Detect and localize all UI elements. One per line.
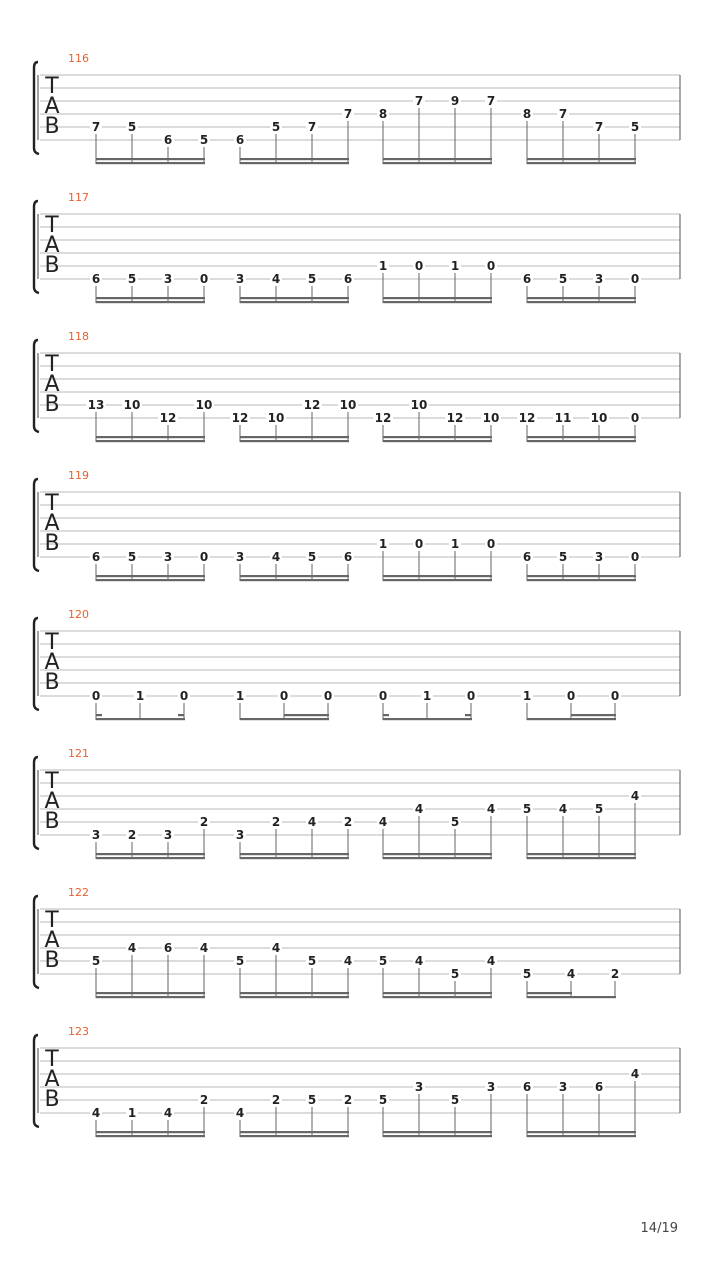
beam [96,440,205,442]
fret-number: 4 [343,954,353,968]
fret-number: 12 [159,411,177,425]
fret-number: 3 [235,550,245,564]
fret-number: 6 [163,941,173,955]
fret-number: 1 [378,259,388,273]
fret-number: 5 [450,1093,460,1107]
beam [527,297,636,299]
beam [527,1131,636,1133]
fret-number: 11 [554,411,572,425]
beam [527,718,616,720]
beam-stub [383,714,389,716]
beam [96,301,205,303]
fret-number: 10 [482,411,500,425]
fret-number: 10 [267,411,285,425]
fret-number: 0 [91,689,101,703]
tab-clef-letter: B [44,531,60,556]
fret-number: 0 [414,537,424,551]
measure-number: 120 [68,608,89,621]
beam [96,162,205,164]
fret-number: 7 [307,120,317,134]
fret-number: 7 [558,107,568,121]
beam [383,162,492,164]
fret-number: 4 [91,1106,101,1120]
tab-clef-letter: A [44,928,60,953]
fret-number: 3 [235,828,245,842]
beam [240,162,349,164]
fret-number: 1 [522,689,532,703]
beam [383,1131,492,1133]
beam [527,436,636,438]
fret-number: 1 [450,537,460,551]
fret-number: 0 [566,689,576,703]
fret-number: 5 [127,272,137,286]
fret-number: 2 [199,1093,209,1107]
beam [96,718,185,720]
fret-number: 0 [610,689,620,703]
fret-number: 4 [378,815,388,829]
tab-clef-letter: A [44,372,60,397]
fret-number: 1 [135,689,145,703]
beam [96,297,205,299]
fret-number: 0 [630,272,640,286]
fret-number: 4 [566,967,576,981]
fret-number: 0 [630,550,640,564]
fret-number: 0 [466,689,476,703]
beam [240,857,349,859]
measure-number: 119 [68,469,89,482]
fret-number: 2 [271,815,281,829]
fret-number: 5 [378,1093,388,1107]
beam [240,575,349,577]
fret-number: 7 [91,120,101,134]
beam [527,158,636,160]
fret-number: 3 [594,550,604,564]
fret-number: 6 [91,272,101,286]
fret-number: 7 [414,94,424,108]
beam [527,857,636,859]
fret-number: 4 [199,941,209,955]
fret-number: 0 [323,689,333,703]
fret-number: 4 [271,941,281,955]
tab-clef-letter: B [44,253,60,278]
fret-number: 3 [163,272,173,286]
tab-clef-letter: T [45,213,59,238]
beam [240,301,349,303]
tab-clef-letter: B [44,809,60,834]
beam [383,297,492,299]
beam [96,853,205,855]
fret-number: 5 [450,967,460,981]
fret-number: 3 [414,1080,424,1094]
fret-number: 5 [235,954,245,968]
beam [240,440,349,442]
fret-number: 6 [522,272,532,286]
fret-number: 3 [558,1080,568,1094]
fret-number: 5 [307,1093,317,1107]
tab-clef-letter: A [44,94,60,119]
beam [96,857,205,859]
beam [527,575,636,577]
beam [527,301,636,303]
fret-number: 0 [199,272,209,286]
beam-stub [96,714,102,716]
tab-clef-letter: T [45,491,59,516]
tab-clef-letter: A [44,511,60,536]
fret-number: 10 [590,411,608,425]
beam [240,297,349,299]
tab-clef-letter: B [44,948,60,973]
fret-number: 6 [522,1080,532,1094]
fret-number: 4 [163,1106,173,1120]
beam [240,579,349,581]
beam [284,714,329,716]
beam [240,718,329,720]
fret-number: 5 [450,815,460,829]
beam [571,714,616,716]
beam [383,996,492,998]
fret-number: 5 [630,120,640,134]
fret-number: 4 [558,802,568,816]
beam [383,575,492,577]
fret-number: 10 [410,398,428,412]
beam [96,158,205,160]
beam [240,853,349,855]
fret-number: 1 [450,259,460,273]
fret-number: 5 [127,120,137,134]
fret-number: 4 [630,789,640,803]
tab-clef-letter: T [45,769,59,794]
tab-clef-letter: B [44,670,60,695]
fret-number: 12 [303,398,321,412]
fret-number: 6 [235,133,245,147]
fret-number: 4 [486,802,496,816]
tab-clef-letter: A [44,650,60,675]
fret-number: 0 [486,537,496,551]
beam [383,440,492,442]
fret-number: 1 [422,689,432,703]
fret-number: 0 [199,550,209,564]
measure-number: 122 [68,886,89,899]
fret-number: 0 [486,259,496,273]
tab-clef-letter: B [44,114,60,139]
beam [383,992,492,994]
tab-clef-letter: T [45,908,59,933]
beam [527,992,572,994]
fret-number: 6 [343,550,353,564]
beam [383,718,472,720]
beam [96,1135,205,1137]
fret-number: 7 [343,107,353,121]
beam [240,436,349,438]
beam [240,996,349,998]
fret-number: 2 [271,1093,281,1107]
measure-number: 121 [68,747,89,760]
measure-number: 117 [68,191,89,204]
fret-number: 4 [271,550,281,564]
fret-number: 4 [307,815,317,829]
beam [240,158,349,160]
fret-number: 4 [486,954,496,968]
fret-number: 5 [558,272,568,286]
beam [383,579,492,581]
page-number: 14/19 [640,1221,678,1236]
fret-number: 1 [378,537,388,551]
beam [527,162,636,164]
beam [96,579,205,581]
fret-number: 0 [414,259,424,273]
beam [527,579,636,581]
beam [240,1135,349,1137]
fret-number: 2 [343,1093,353,1107]
fret-number: 8 [378,107,388,121]
fret-number: 5 [91,954,101,968]
fret-number: 6 [343,272,353,286]
beam [527,1135,636,1137]
fret-number: 3 [163,828,173,842]
fret-number: 12 [446,411,464,425]
fret-number: 1 [235,689,245,703]
fret-number: 3 [486,1080,496,1094]
fret-number: 4 [414,954,424,968]
beam [96,436,205,438]
fret-number: 0 [630,411,640,425]
fret-number: 5 [307,272,317,286]
fret-number: 5 [378,954,388,968]
tab-clef-letter: T [45,1047,59,1072]
fret-number: 13 [87,398,105,412]
fret-number: 4 [235,1106,245,1120]
tab-clef-letter: A [44,233,60,258]
beam [383,436,492,438]
fret-number: 5 [199,133,209,147]
beam [383,853,492,855]
fret-number: 0 [279,689,289,703]
tab-clef-letter: T [45,74,59,99]
fret-number: 4 [630,1067,640,1081]
beam [96,992,205,994]
fret-number: 0 [378,689,388,703]
beam [96,1131,205,1133]
fret-number: 5 [271,120,281,134]
fret-number: 0 [179,689,189,703]
fret-number: 5 [522,967,532,981]
beam [240,1131,349,1133]
beam [527,853,636,855]
fret-number: 5 [558,550,568,564]
beam [383,857,492,859]
fret-number: 5 [307,550,317,564]
tab-clef-letter: T [45,352,59,377]
fret-number: 6 [594,1080,604,1094]
fret-number: 12 [374,411,392,425]
fret-number: 2 [199,815,209,829]
fret-number: 6 [91,550,101,564]
fret-number: 10 [123,398,141,412]
fret-number: 10 [195,398,213,412]
beam [383,1135,492,1137]
fret-number: 5 [522,802,532,816]
fret-number: 7 [486,94,496,108]
fret-number: 4 [127,941,137,955]
tab-clef-letter: B [44,1087,60,1112]
fret-number: 3 [235,272,245,286]
beam [527,440,636,442]
fret-number: 6 [163,133,173,147]
fret-number: 4 [271,272,281,286]
beam [383,301,492,303]
fret-number: 2 [127,828,137,842]
fret-number: 6 [522,550,532,564]
beam [527,996,616,998]
measure-number: 118 [68,330,89,343]
fret-number: 8 [522,107,532,121]
fret-number: 4 [414,802,424,816]
fret-number: 9 [450,94,460,108]
beam [96,575,205,577]
fret-number: 5 [594,802,604,816]
tab-clef-letter: T [45,630,59,655]
fret-number: 12 [231,411,249,425]
tab-clef-letter: A [44,1067,60,1092]
fret-number: 10 [339,398,357,412]
beam-stub [465,714,471,716]
fret-number: 12 [518,411,536,425]
beam-stub [178,714,184,716]
measure-number: 116 [68,52,89,65]
tab-clef-letter: A [44,789,60,814]
fret-number: 3 [163,550,173,564]
fret-number: 5 [127,550,137,564]
fret-number: 2 [343,815,353,829]
fret-number: 2 [610,967,620,981]
beam [96,996,205,998]
fret-number: 3 [91,828,101,842]
measure-number: 123 [68,1025,89,1038]
beam [240,992,349,994]
fret-number: 7 [594,120,604,134]
tab-clef-letter: B [44,392,60,417]
beam [383,158,492,160]
fret-number: 3 [594,272,604,286]
fret-number: 1 [127,1106,137,1120]
fret-number: 5 [307,954,317,968]
